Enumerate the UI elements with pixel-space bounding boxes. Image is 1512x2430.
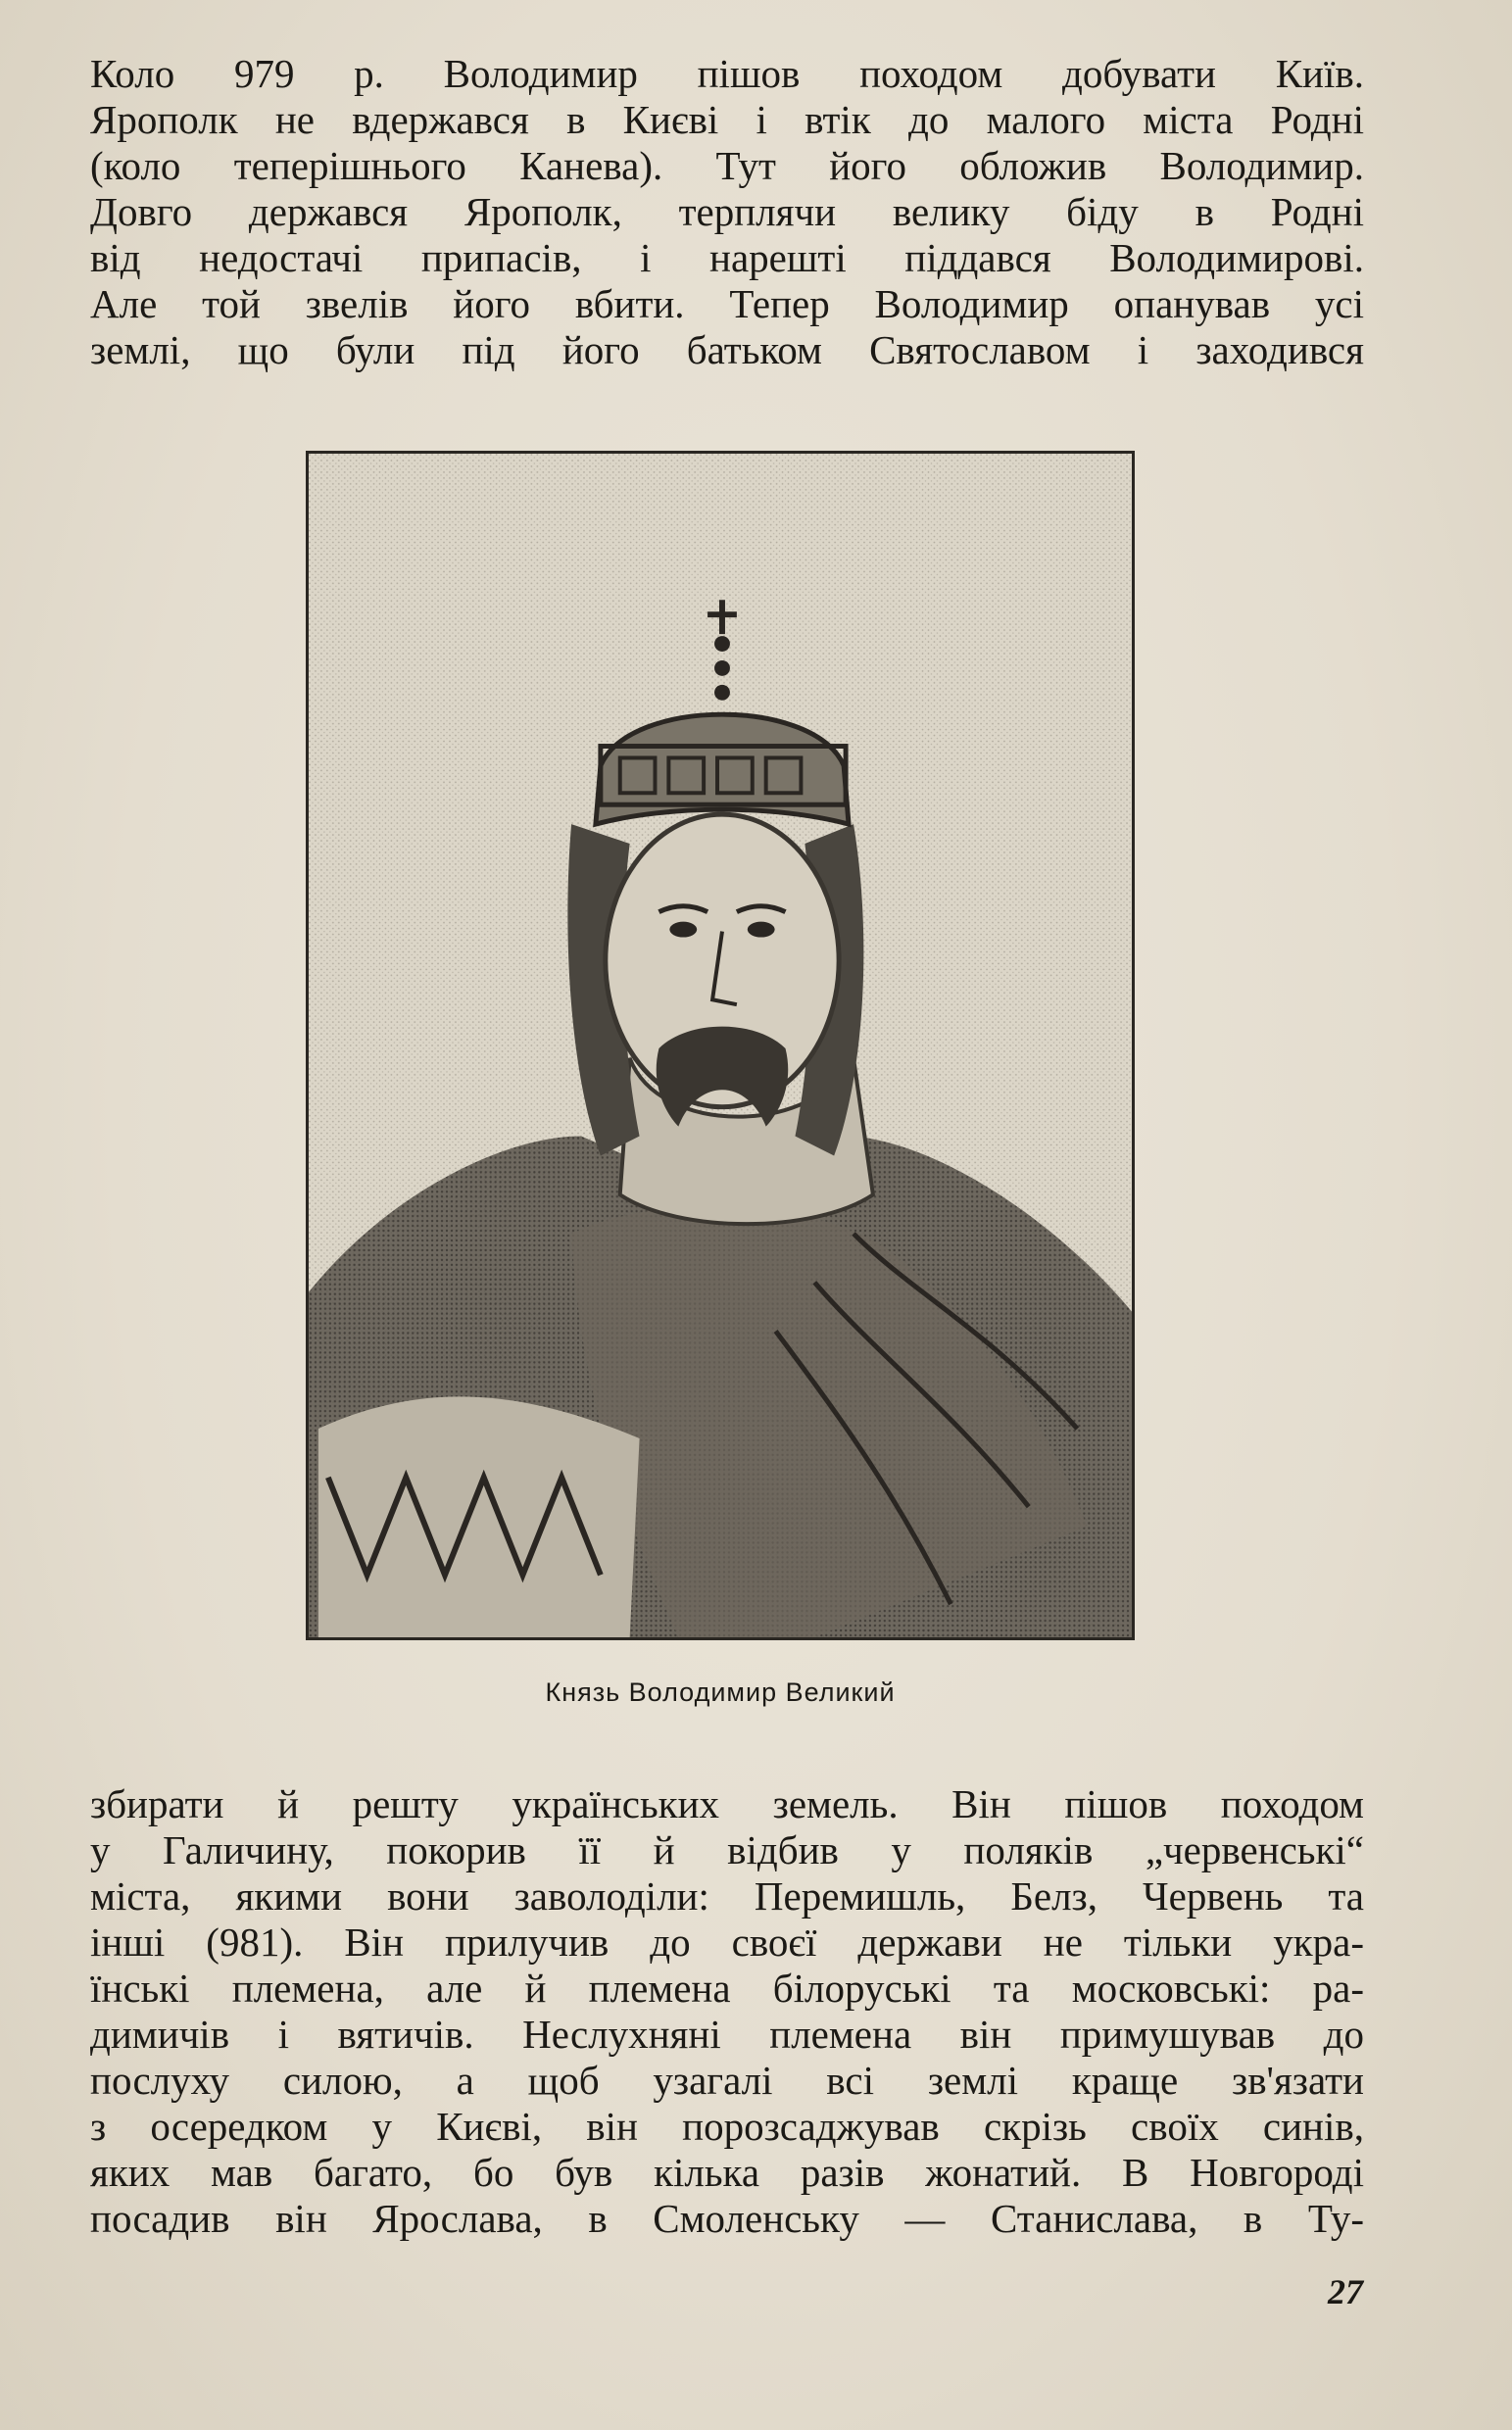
text-line: посадив він Ярослава, в Смоленську — Станислава, в Ту- — [90, 2196, 1364, 2241]
text-line: у Галичину, покорив її й відбив у поляків „червенські“ — [90, 1827, 1364, 1872]
text-line: послуху силою, а щоб узагалі всі землі краще зв'язати — [90, 2058, 1364, 2103]
text-line: з осередком у Києві, він порозсаджував скрізь своїх синів, — [90, 2104, 1364, 2149]
paragraph-top — [90, 51, 1364, 373]
text-line: збирати й решту українських земель. Він пішов походом — [90, 1781, 1364, 1826]
text-line: інші (981). Він прилучив до своєї держави не тільки укра- — [90, 1920, 1364, 1965]
text-line: від недостачі припасів, і нарешті піддався Володимирові. — [90, 235, 1364, 280]
text-line: (коло теперішнього Канева). Тут його обложив Володимир. — [90, 143, 1364, 188]
figure-caption: Князь Володимир Великий — [545, 1677, 896, 1707]
paragraph-bottom — [90, 1781, 1364, 2242]
text-line: землі, що були під його батьком Святославом і заходився — [90, 327, 1364, 372]
portrait-illustration — [306, 451, 1135, 1640]
text-line: димичів і вятичів. Неслухняні племена він примушував до — [90, 2012, 1364, 2057]
text-line: Довго держався Ярополк, терплячи велику біду в Родні — [90, 189, 1364, 234]
page-number: 27 — [1328, 2272, 1363, 2311]
portrait-drawing — [309, 454, 1132, 1637]
text-line: Але той звелів його вбити. Тепер Володимир опанував усі — [90, 281, 1364, 326]
text-line: Коло 979 р. Володимир пішов походом добувати Київ. — [90, 51, 1364, 96]
text-line: їнські племена, але й племена білоруські та московські: ра- — [90, 1966, 1364, 2011]
text-line: міста, якими вони заволоділи: Перемишль, Белз, Червень та — [90, 1873, 1364, 1919]
text-line: Ярополк не вдержався в Києві і втік до малого міста Родні — [90, 97, 1364, 142]
text-line: яких мав багато, бо був кілька разів жонатий. В Новгороді — [90, 2150, 1364, 2195]
